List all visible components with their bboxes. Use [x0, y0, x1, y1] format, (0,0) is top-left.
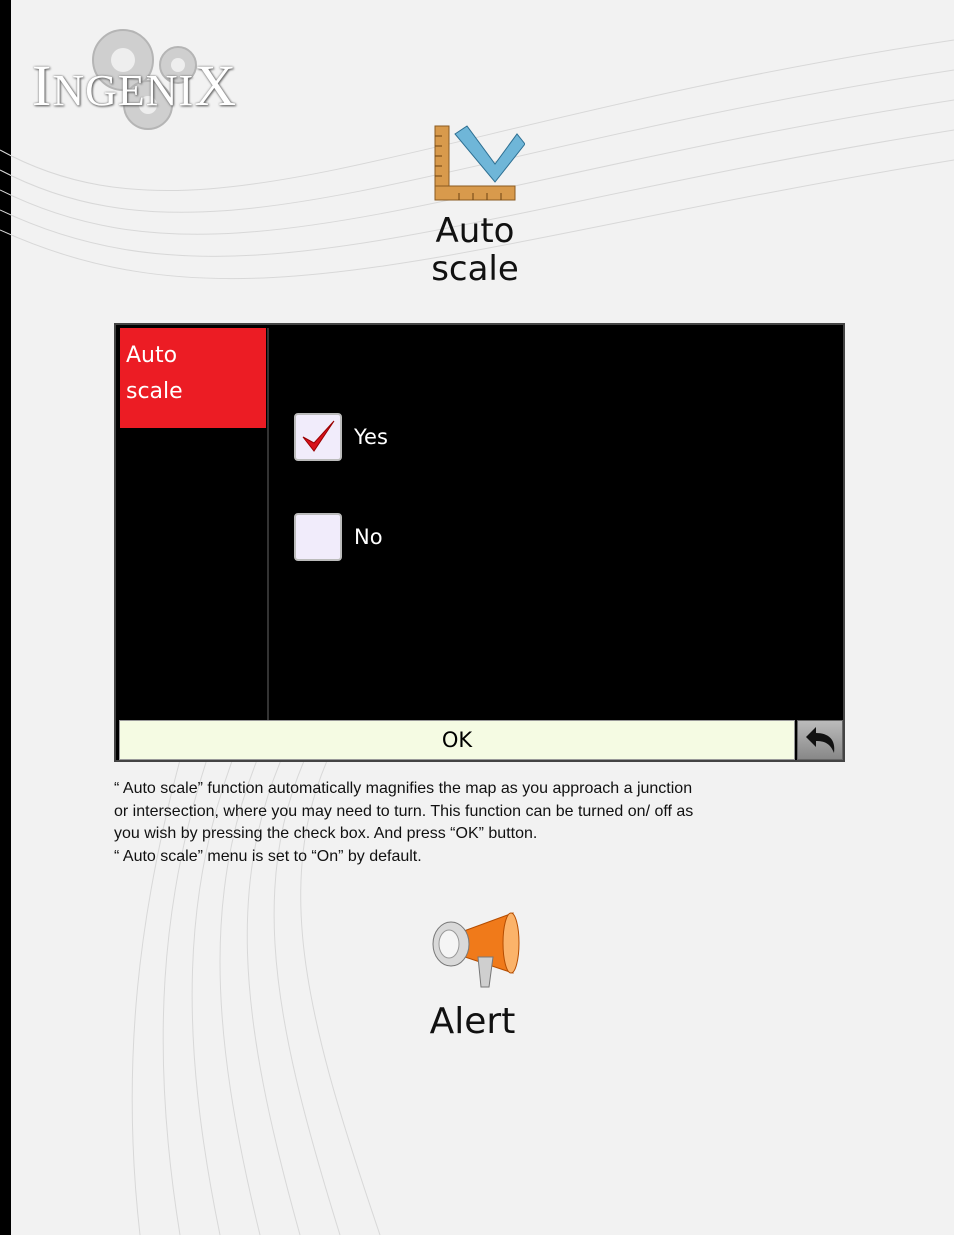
description-line: you wish by pressing the check box. And press “OK” button.: [114, 825, 538, 842]
description-text: [114, 778, 794, 868]
description-line: or intersection, where you may need to turn. This function can be turned on/ off as: [114, 802, 694, 820]
megaphone-icon: [423, 905, 523, 990]
no-checkbox[interactable]: [294, 513, 342, 561]
panel-divider: [267, 328, 269, 720]
back-button[interactable]: [797, 720, 843, 760]
autoscale-menu-icon[interactable]: [420, 124, 530, 288]
undo-arrow-icon: [802, 725, 838, 755]
ruler-square-icon: [425, 124, 525, 204]
alert-menu-icon[interactable]: [420, 905, 525, 1042]
option-no[interactable]: [294, 513, 383, 561]
option-yes[interactable]: [294, 413, 388, 461]
option-no-label: No: [354, 525, 383, 549]
option-yes-label: Yes: [354, 425, 388, 449]
ok-button[interactable]: OK: [119, 720, 795, 760]
checkmark-icon: [298, 417, 338, 457]
autoscale-icon-label: Auto scale: [431, 211, 519, 289]
yes-checkbox[interactable]: [294, 413, 342, 461]
description-line: “ Auto scale” function automatically magnifies the map as you approach a junction: [114, 780, 693, 797]
alert-icon-label: Alert: [429, 1001, 516, 1042]
brand-wordmark: INGENIX: [32, 53, 238, 118]
sidebar-tab-autoscale[interactable]: Auto scale: [120, 328, 266, 428]
autoscale-dialog: [114, 323, 845, 762]
description-line: “ Auto scale” menu is set to “On” by default.: [114, 847, 422, 865]
